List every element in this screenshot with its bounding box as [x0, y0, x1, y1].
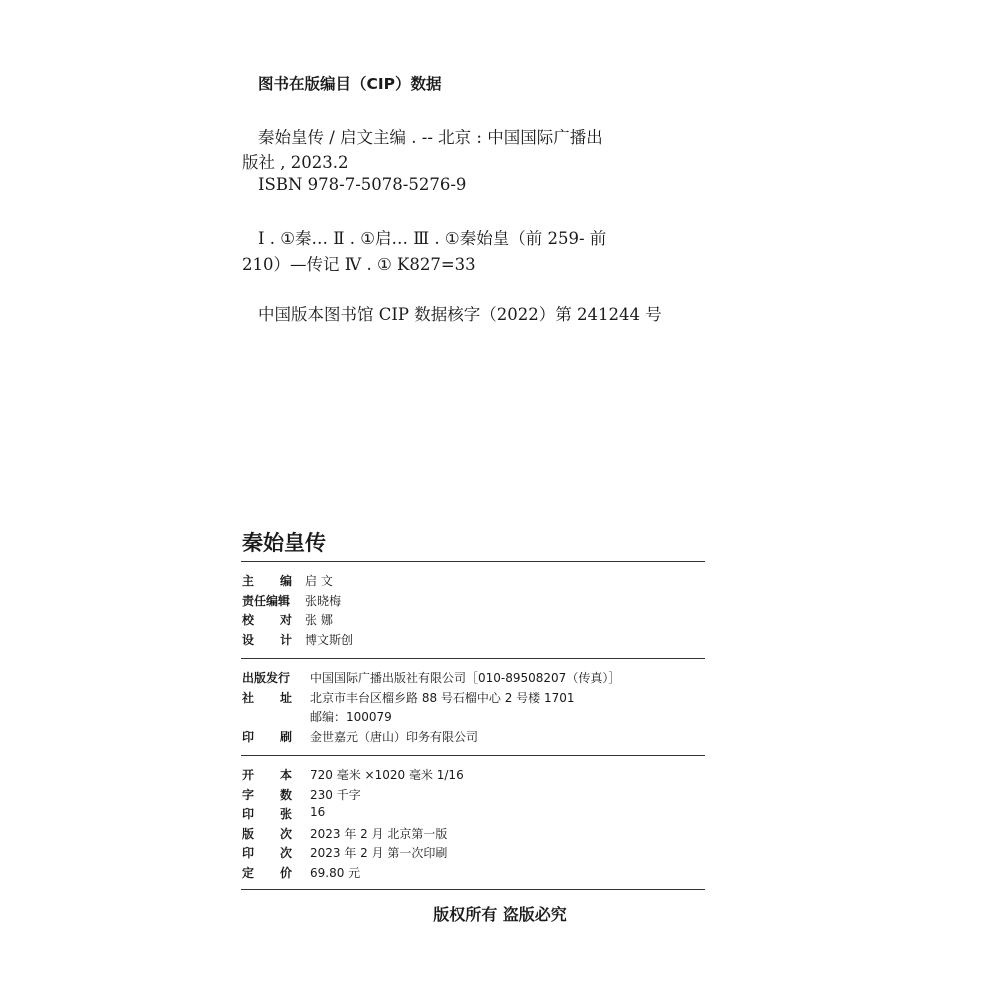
label-char: 设 [242, 632, 255, 647]
specs-value: 16 [310, 805, 326, 819]
credits-label [242, 611, 292, 628]
specs-label [242, 805, 292, 822]
label-char: 对 [279, 613, 292, 627]
book-title: 秦始皇传 [242, 531, 326, 555]
label-char: 刷 [279, 729, 292, 744]
label-char: 版 [242, 826, 255, 841]
cip-line-isbn: ISBN 978-7-5078-5276-9 [258, 175, 467, 194]
specs-value: 2023 年 2 月 第一次印刷 [310, 846, 448, 860]
specs-label [242, 844, 292, 861]
label-char: 次 [279, 826, 292, 841]
credits-label [242, 631, 292, 648]
label-char: 次 [279, 846, 292, 860]
label-char: 址 [279, 690, 292, 705]
label-char: 编 [279, 574, 292, 588]
copyright-notice: 版权所有 盗版必究 [433, 905, 567, 924]
specs-label [242, 786, 292, 803]
specs-label [242, 766, 292, 783]
label-char: 出版发行 [242, 671, 291, 685]
cip-line-record-number: 中国版本图书馆 CIP 数据核字（2022）第 241244 号 [258, 305, 662, 324]
credits-value: 启 文 [305, 574, 333, 588]
publisher-value: 邮编：100079 [310, 710, 392, 724]
divider [241, 658, 705, 659]
specs-label [242, 864, 292, 881]
cip-line-publisher: 版社 , 2023.2 [242, 153, 349, 172]
label-char: 价 [279, 865, 292, 880]
label-char: 主 [242, 574, 255, 588]
credits-value: 张 娜 [305, 613, 333, 627]
publisher-value: 金世嘉元（唐山）印务有限公司 [310, 729, 479, 744]
divider [241, 755, 705, 756]
label-char: 印 [242, 807, 255, 821]
label-char: 校 [242, 613, 255, 627]
divider [241, 561, 705, 562]
cip-line-title: 秦始皇传 / 启文主编 . -- 北京 : 中国国际广播出 [258, 128, 603, 147]
label-char: 定 [242, 865, 255, 880]
credits-value: 博文斯创 [305, 632, 354, 647]
publisher-value: 中国国际广播出版社有限公司［010-89508207（传真）］ [310, 671, 621, 685]
label-char: 本 [279, 768, 292, 782]
specs-value: 230 千字 [310, 787, 361, 802]
publisher-label [242, 728, 292, 745]
cip-line-classification-cont: 210）—传记 Ⅳ . ① K827=33 [242, 255, 476, 274]
label-char: 计 [279, 632, 292, 647]
credits-value: 张晓梅 [305, 593, 342, 608]
label-char: 张 [279, 807, 292, 821]
publisher-label [242, 669, 292, 686]
label-char: 印 [242, 729, 255, 744]
credits-label [242, 572, 292, 589]
divider [241, 889, 705, 890]
label-char: 印 [242, 846, 255, 860]
publisher-label [242, 689, 292, 706]
publisher-value: 北京市丰台区榴乡路 88 号石榴中心 2 号楼 1701 [310, 690, 575, 705]
label-char: 社 [242, 690, 255, 705]
label-char: 字 [242, 787, 255, 802]
label-char: 数 [279, 787, 292, 802]
specs-value: 2023 年 2 月 北京第一版 [310, 826, 448, 841]
label-char: 责任编辑 [242, 593, 291, 608]
cip-line-classification: Ⅰ . ①秦… Ⅱ . ①启… Ⅲ . ①秦始皇（前 259- 前 [258, 229, 607, 248]
specs-value: 69.80 元 [310, 865, 361, 880]
label-char: 开 [242, 768, 255, 782]
specs-value: 720 毫米 ×1020 毫米 1/16 [310, 768, 464, 782]
cip-heading: 图书在版编目（CIP）数据 [258, 75, 442, 93]
credits-label [242, 592, 292, 609]
specs-label [242, 825, 292, 842]
